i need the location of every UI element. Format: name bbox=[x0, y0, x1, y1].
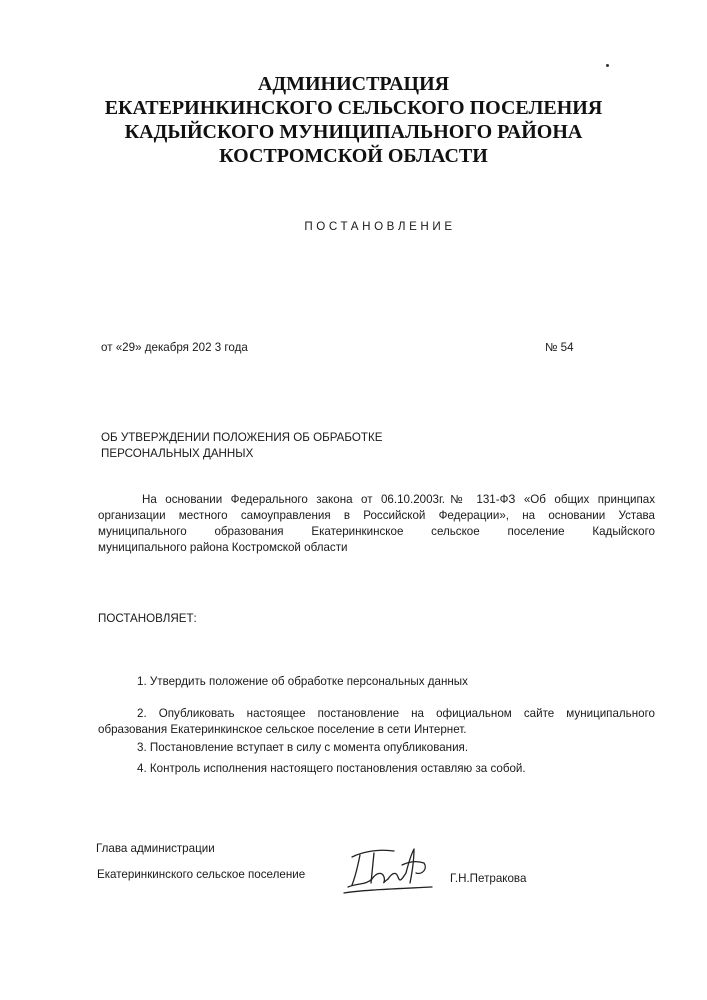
header-line-administration: АДМИНИСТРАЦИЯ bbox=[257, 73, 450, 95]
list-item-4: 4. Контроль исполнения настоящего постановления оставляю за собой. bbox=[137, 762, 526, 775]
list-item-2-line-2: образования Екатеринкинское сельское поселение в сети Интернет. bbox=[98, 723, 467, 736]
preamble-line-3: муниципального образования Екатеринкинское сельское поселение Кадыйского bbox=[98, 525, 655, 538]
signatory-organization: Екатеринкинского сельское поселение bbox=[97, 868, 306, 881]
subject-line-2: ПЕРСОНАЛЬНЫХ ДАННЫХ bbox=[101, 447, 254, 460]
scan-speck bbox=[606, 64, 609, 67]
header-line-region: КОСТРОМСКОЙ ОБЛАСТИ bbox=[219, 145, 488, 167]
document-subject bbox=[101, 430, 382, 462]
document-number: № 54 bbox=[545, 341, 574, 354]
header-line-district: КАДЫЙСКОГО МУНИЦИПАЛЬНОГО РАЙОНА bbox=[124, 121, 583, 143]
subject-line-1: ОБ УТВЕРЖДЕНИИ ПОЛОЖЕНИЯ ОБ ОБРАБОТКЕ bbox=[101, 431, 383, 444]
document-type: ПОСТАНОВЛЕНИЕ bbox=[304, 220, 456, 233]
decree-heading: ПОСТАНОВЛЯЕТ: bbox=[98, 612, 197, 625]
header-line-settlement: ЕКАТЕРИНКИНСКОГО СЕЛЬСКОГО ПОСЕЛЕНИЯ bbox=[104, 97, 603, 119]
preamble-line-1: На основании Федерального закона от 06.10.2003г.№ 131-ФЗ «Об общих принципах bbox=[142, 493, 655, 506]
list-item-2-line-1: 2. Опубликовать настоящее постановление на официальном сайте муниципального bbox=[137, 707, 655, 720]
signatory-name: Г.Н.Петракова bbox=[450, 872, 527, 885]
preamble-line-2: организации местного самоуправления в Российской Федерации», на основании Устава bbox=[98, 509, 655, 522]
list-item-2 bbox=[98, 706, 655, 738]
preamble-paragraph bbox=[98, 492, 655, 556]
list-item-3: 3. Постановление вступает в силу с момента опубликования. bbox=[137, 741, 469, 754]
preamble-line-4: муниципального района Костромской области bbox=[98, 541, 348, 554]
document-header bbox=[0, 72, 707, 168]
signatory-title: Глава администрации bbox=[96, 842, 215, 855]
document-date: от «29» декабря 202 3 года bbox=[101, 341, 248, 354]
list-item-1: 1. Утвердить положение об обработке персональных данных bbox=[137, 675, 468, 688]
handwritten-signature bbox=[342, 843, 438, 897]
